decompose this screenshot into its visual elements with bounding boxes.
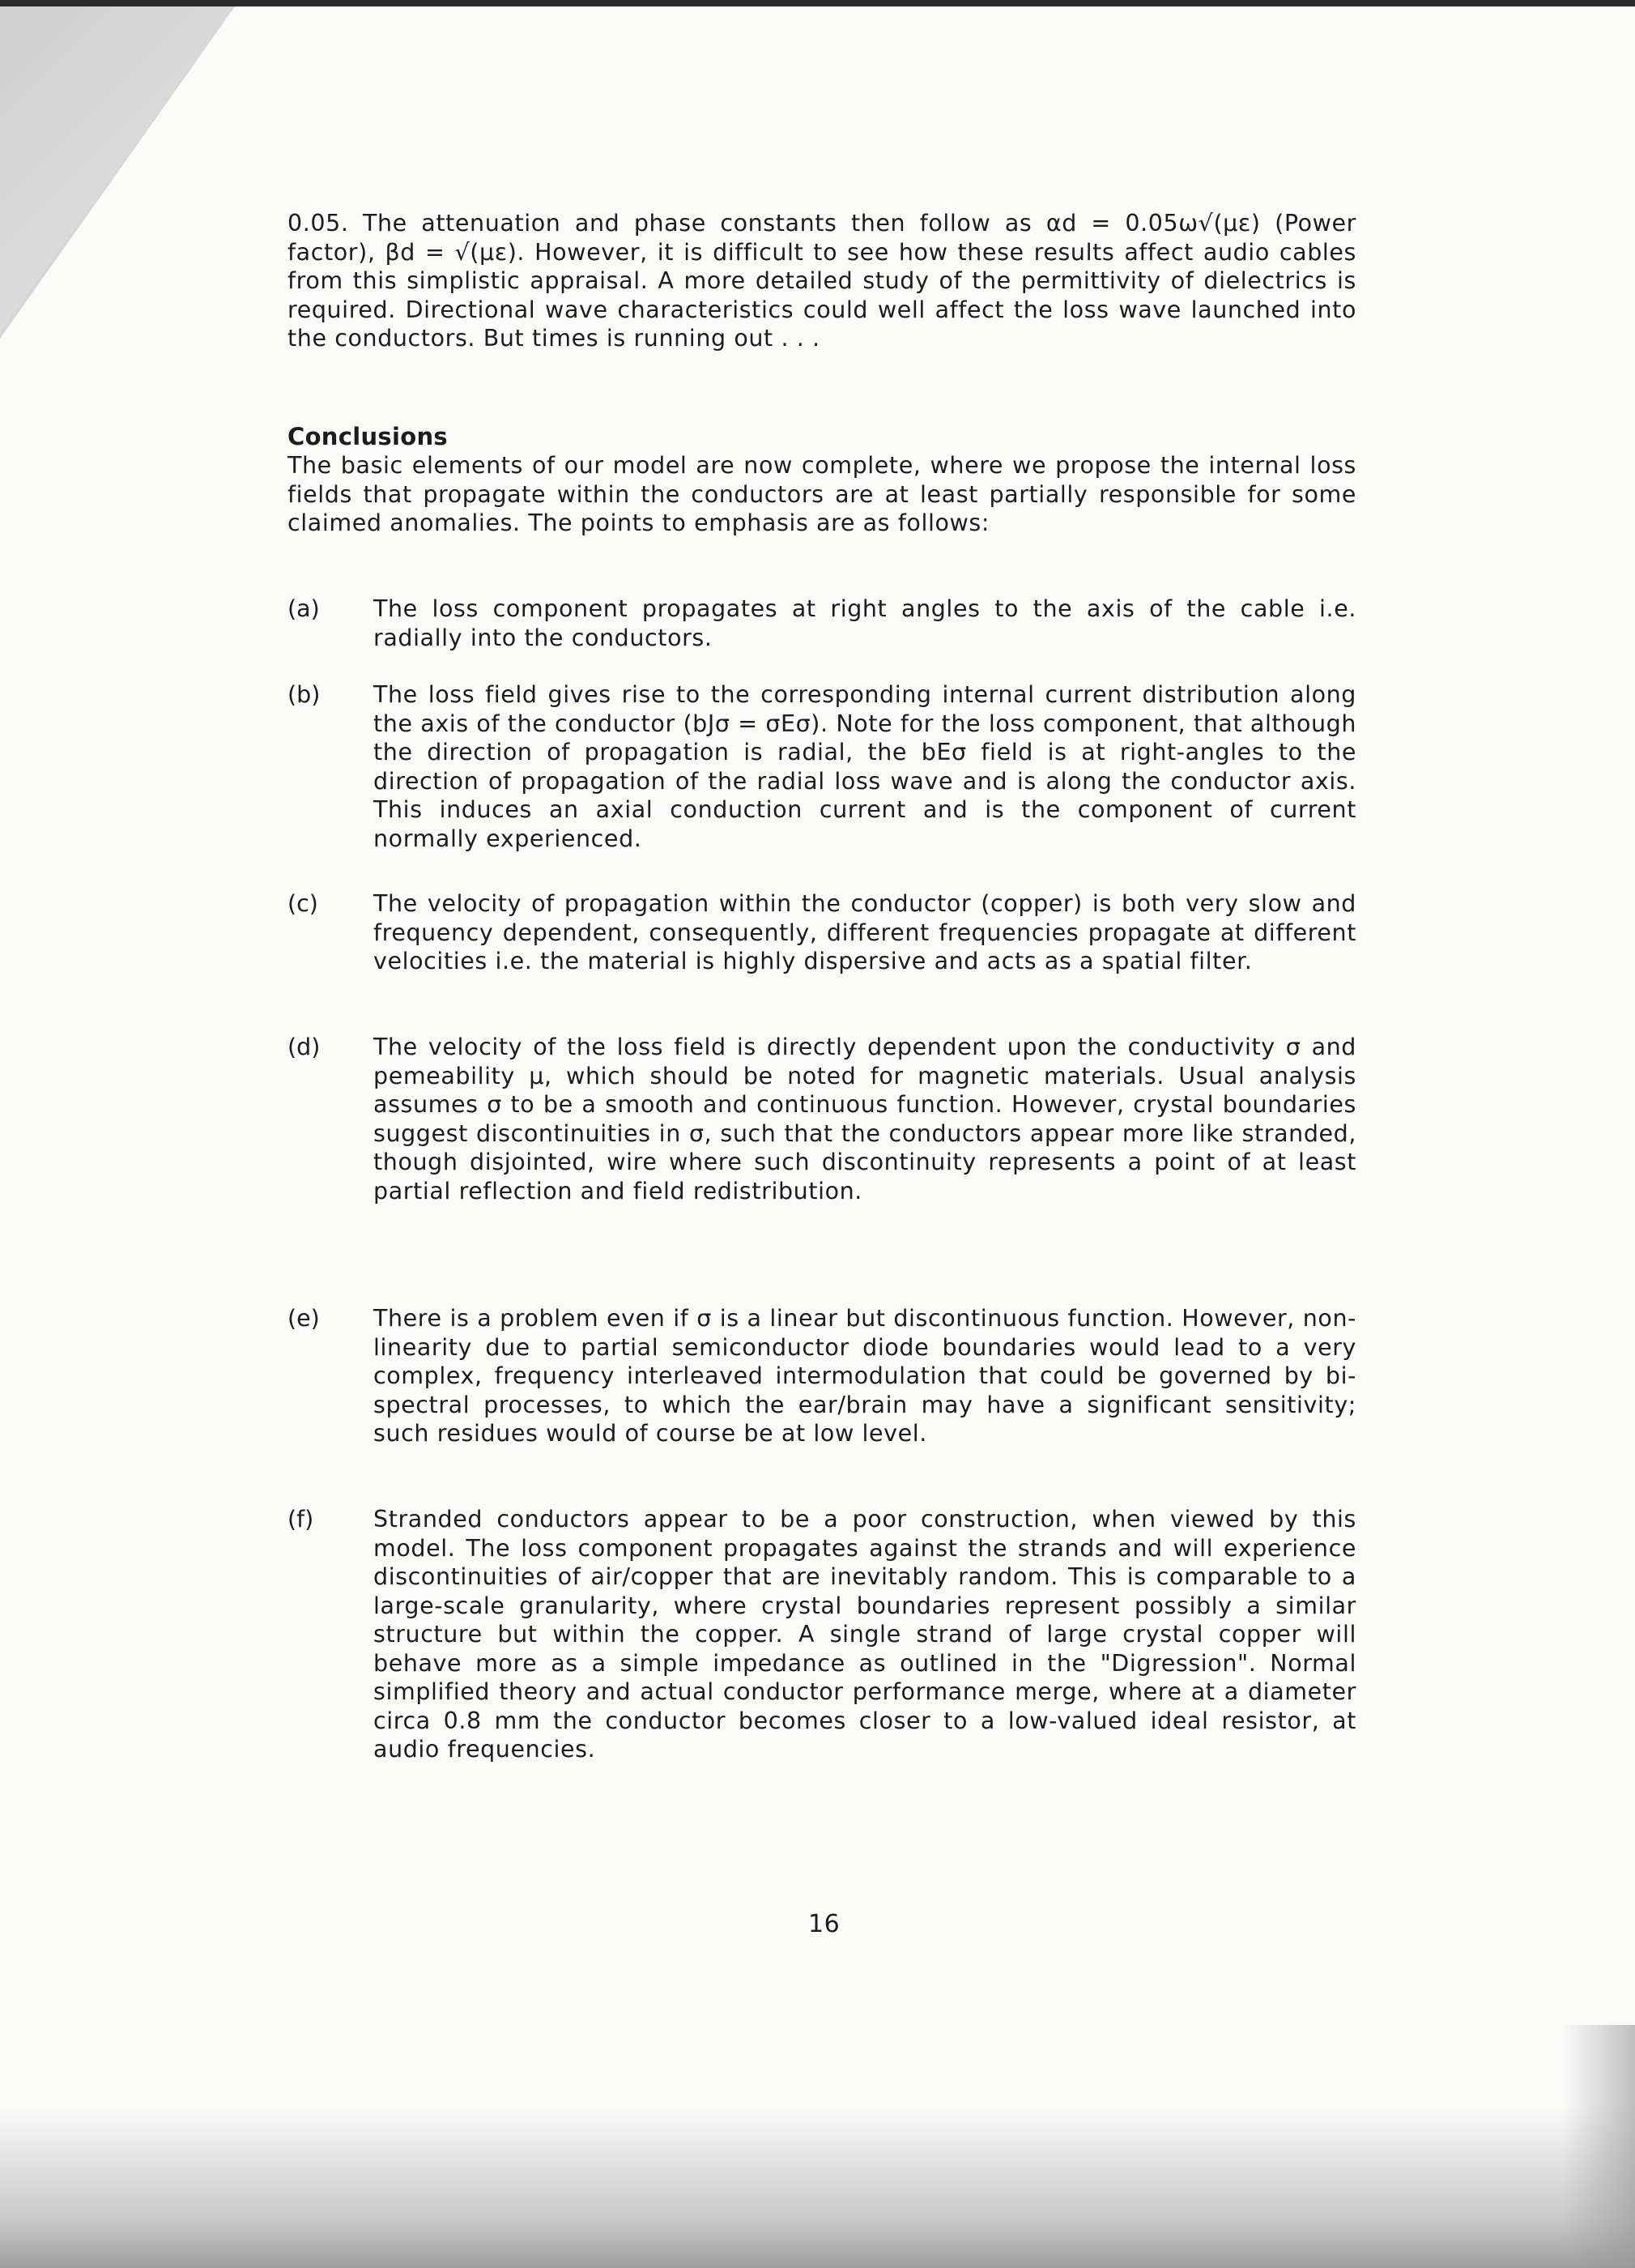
list-item-label: (c) [287, 890, 318, 917]
page-number: 16 [808, 1910, 841, 1938]
list-item-label: (d) [287, 1034, 321, 1060]
list-item-text: The velocity of the loss field is directly dependent upon the conductivity σ and pemeability μ, which should be noted for magnetic materials. Usual analysis assumes σ to be a smooth and continuous function. However, crystal boundaries suggest discontinuities in σ, such that the conductors appear more like stranded, though disjointed, wire where such discontinuity represents a point of at least partial reflection and field redistribution. [373, 1034, 1356, 1204]
scan-right-shadow [1562, 2025, 1635, 2268]
list-item-label: (b) [287, 681, 321, 708]
list-item-label: (f) [287, 1506, 314, 1533]
list-item-text: The velocity of propagation within the conductor (copper) is both very slow and frequency dependent, consequently, different frequencies propagate at different velocities i.e. the material is highly dispersive and acts as a spatial filter. [373, 890, 1356, 974]
list-item-label: (a) [287, 595, 320, 622]
section-heading-conclusions: Conclusions [287, 423, 448, 450]
list-item-text: Stranded conductors appear to be a poor construction, when viewed by this model. The loss component propagates against the strands and will experience discontinuities of air/copper that are inevitably random. This is comparable to a large-scale granularity, where crystal boundaries represent possibly a similar structure but within the copper. A single strand of large crystal copper will behave more as a simple impedance as outlined in the "Digression". Normal simplified theory and actual conductor performance merge, where at a diameter circa 0.8 mm the conductor becomes closer to a low-valued ideal resistor, at audio frequencies. [373, 1506, 1356, 1763]
scan-bottom-shadow [0, 2106, 1635, 2268]
list-item-text: The loss component propagates at right angles to the axis of the cable i.e. radially into the conductors. [373, 595, 1356, 651]
list-item-label: (e) [287, 1305, 320, 1332]
intro-paragraph: 0.05. The attenuation and phase constants then follow as αd = 0.05ω√(με) (Power factor), βd = √(με). However, it is difficult to see how these results affect audio cables from this simplistic appraisal. A more detailed study of the permittivity of dielectrics is required. Directional wave characteristics could well affect the loss wave launched into the conductors. But times is running out . . . [287, 210, 1356, 352]
list-item-text: There is a problem even if σ is a linear but discontinuous function. However, non-linearity due to partial semiconductor diode boundaries would lead to a very complex, frequency interleaved intermodulation that could be governed by bi-spectral processes, to which the ear/brain may have a significant sensitivity; such residues would of course be at low level. [373, 1305, 1356, 1447]
list-item-text: The loss field gives rise to the corresponding internal current distribution along the axis of the conductor (bJσ = σEσ). Note for the loss component, that although the direction of propagation is radial, the bEσ field is at right-angles to the direction of propagation of the radial loss wave and is along the conductor axis. This induces an axial conduction current and is the component of current normally experienced. [373, 681, 1356, 852]
conclusions-intro-paragraph: The basic elements of our model are now complete, where we propose the internal loss fields that propagate within the conductors are at least partially responsible for some claimed anomalies. The points to emphasis are as follows: [287, 452, 1356, 536]
